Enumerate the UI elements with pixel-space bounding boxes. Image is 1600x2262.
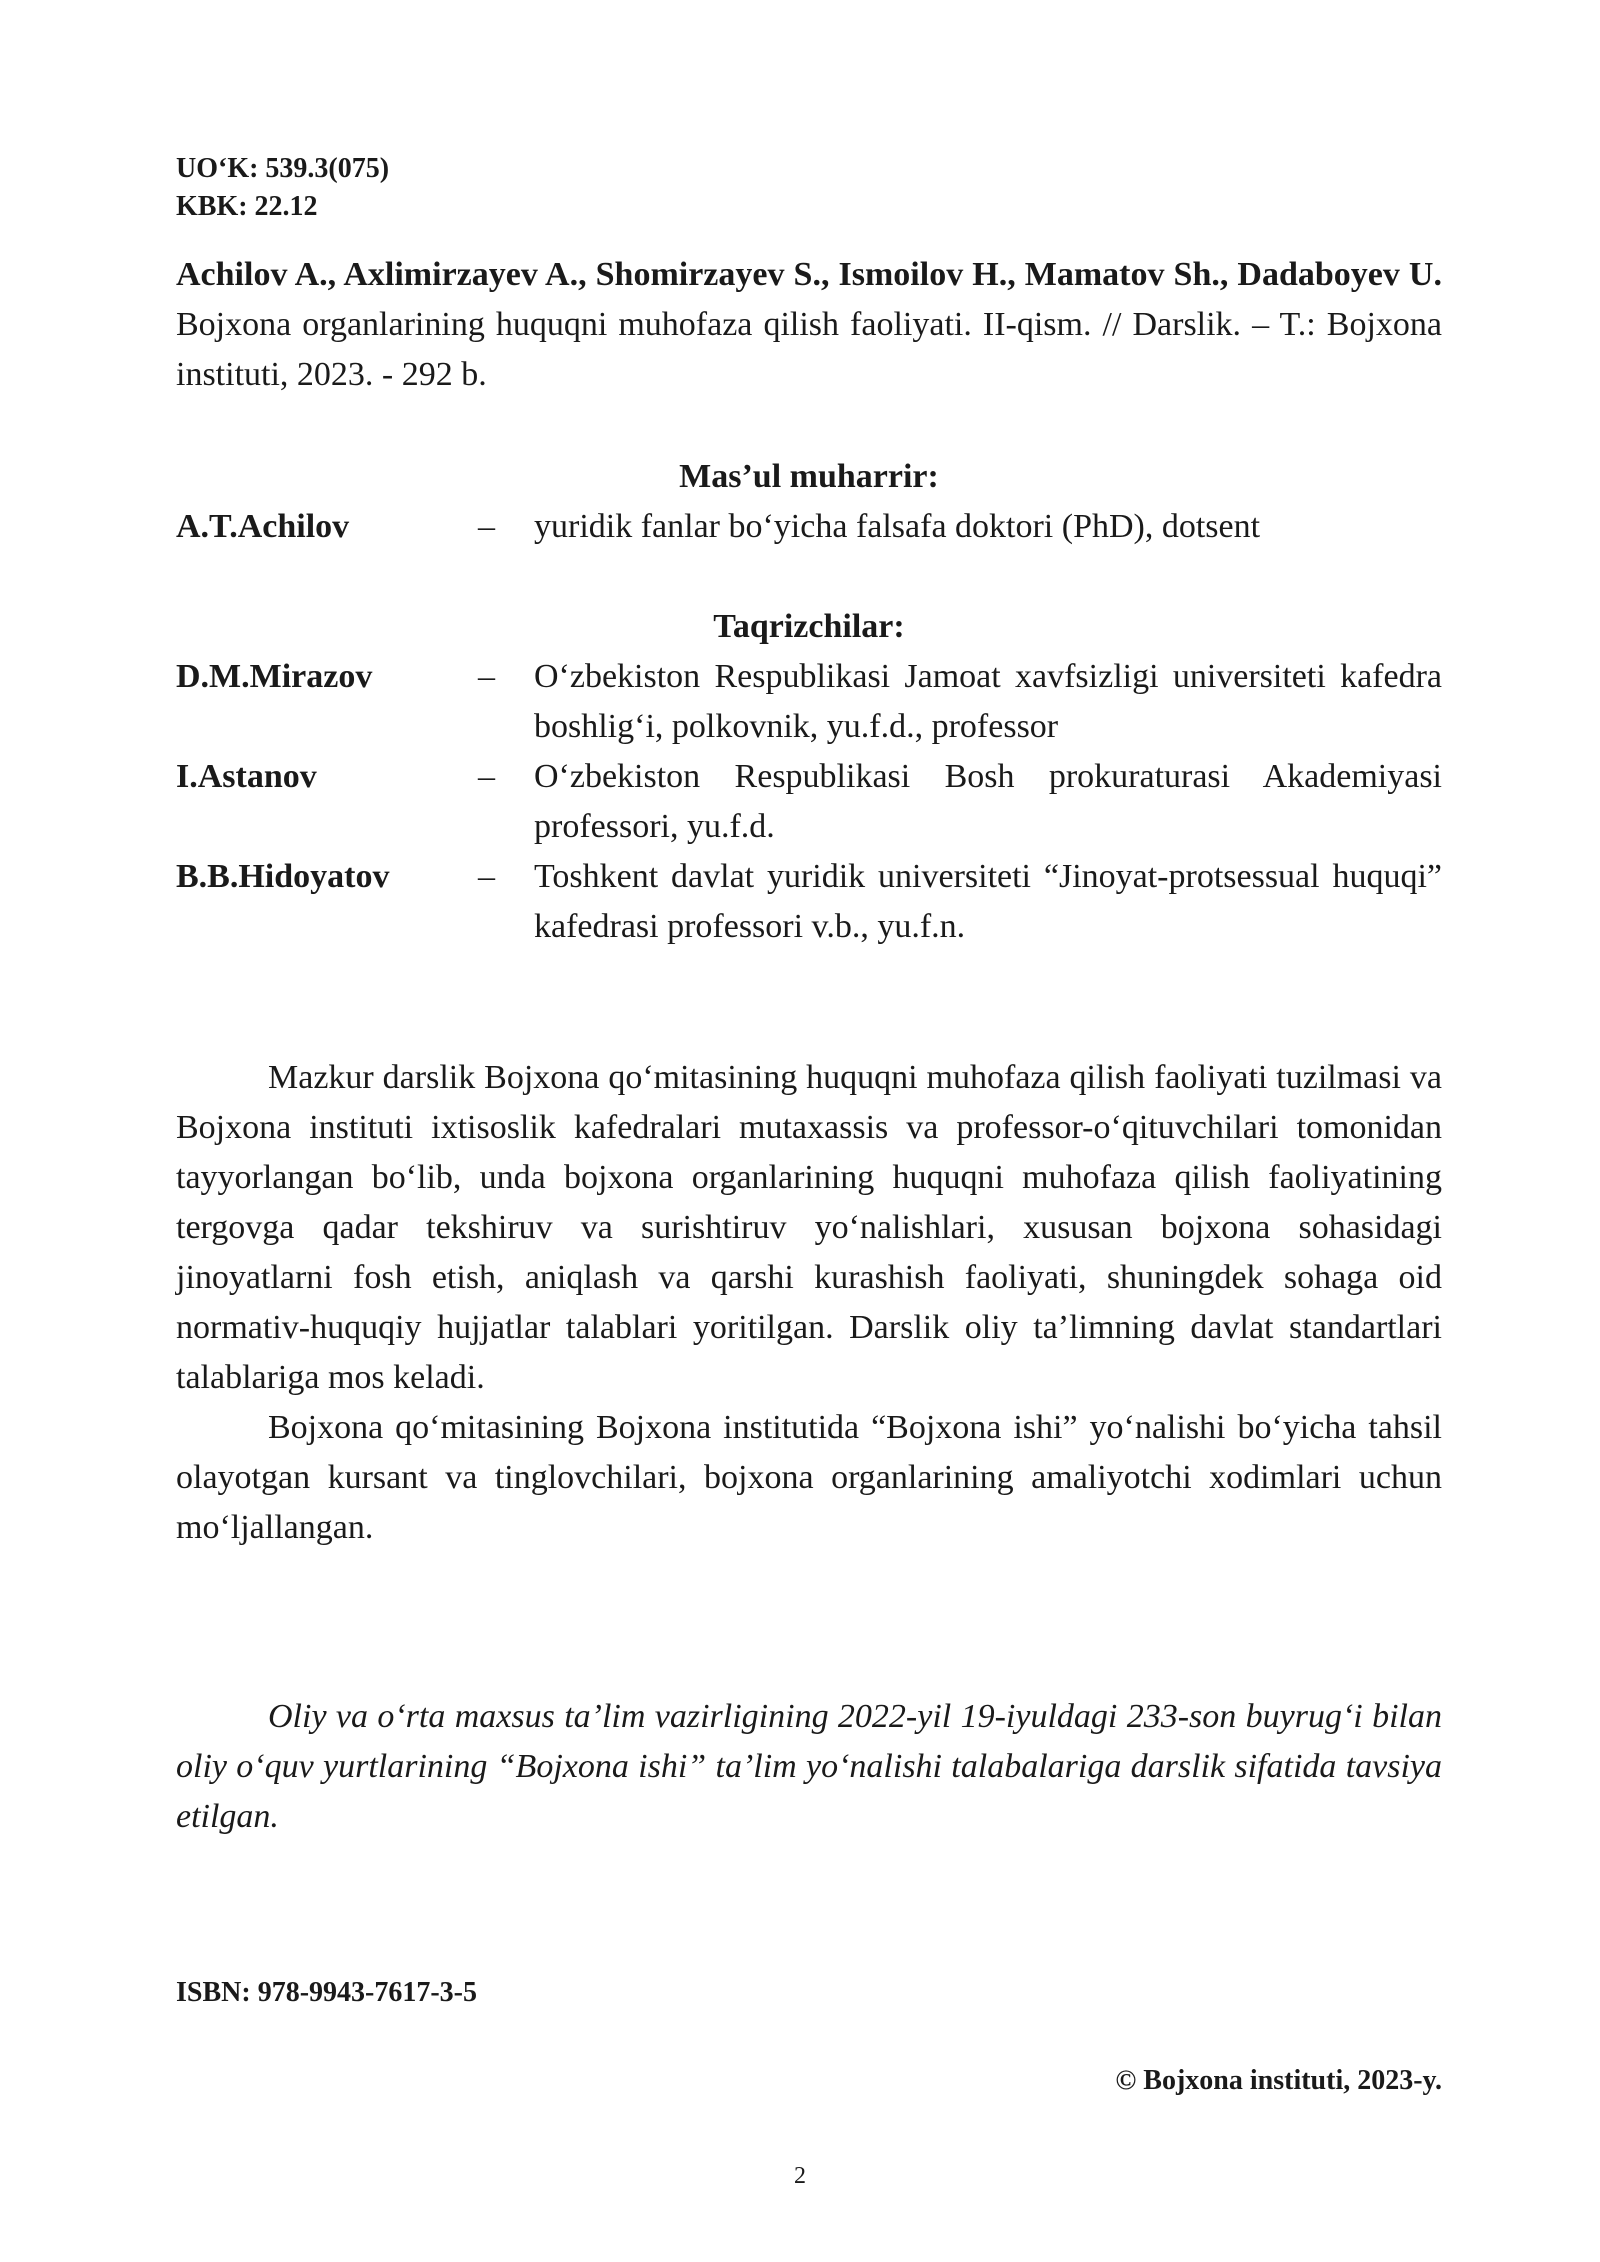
dash: – <box>478 658 495 695</box>
dash: – <box>478 758 495 795</box>
reviewer-description: Toshkent davlat yuridik universiteti “Jinoyat-protsessual huquqi” kafedrasi professori v.b., yu.f.n. <box>534 858 1442 945</box>
annotation-text <box>176 1053 1442 1553</box>
page-number: 2 <box>794 2163 806 2189</box>
reviewers-heading: Taqrizchilar: <box>713 608 905 645</box>
classification-codes <box>176 150 1442 226</box>
annotation-paragraph: Mazkur darslik Bojxona qo‘mitasining huquqni muhofaza qilish faoliyati tuzilmasi va Bojxona instituti ixtisoslik kafedralari mutaxassis va professor-o‘qituvchilari tomonidan tayyorlangan bo‘lib, unda bojxona organlarining huquqni muhofaza qilish faoliyatining tergovga qadar tekshiruv va surishtiruv yo‘nalishlari, xususan bojxona sohasidagi jinoyatlarni fosh etish, aniqlash va qarshi kurashish faoliyati, shuningdek sohaga oid normativ-huquqiy hujjatlar talablari yoritilgan. Darslik oliy ta’limning davlat standartlari talablariga mos keladi. <box>176 1059 1442 1396</box>
editor-heading: Mas’ul muharrir: <box>679 458 939 495</box>
editor-description: yuridik fanlar bo‘yicha falsafa doktori (PhD), dotsent <box>534 508 1261 545</box>
reviewer-name: B.B.Hidoyatov <box>176 858 390 895</box>
annotation-paragraph: Bojxona qo‘mitasining Bojxona institutida “Bojxona ishi” yo‘nalishi bo‘yicha tahsil olayotgan kursant va tinglovchilari, bojxona organlarining amaliyotchi xodimlari uchun mo‘ljallangan. <box>176 1409 1442 1546</box>
reviewer-name: D.M.Mirazov <box>176 658 373 695</box>
book-description: Bojxona organlarining huquqni muhofaza qilish faoliyati. II-qism. // Darslik. – T.: Bojxona instituti, 2023. - 292 b. <box>176 306 1442 393</box>
ministry-recommendation <box>176 1692 1442 1842</box>
dash: – <box>478 858 495 895</box>
authors: Achilov A., Axlimirzayev A., Shomirzayev S., Ismoilov H., Mamatov Sh., Dadaboyev U. <box>176 256 1442 293</box>
editor-name: A.T.Achilov <box>176 508 350 545</box>
isbn: ISBN: 978-9943-7617-3-5 <box>176 1977 477 2008</box>
udc-code: UO‘K: 539.3(075) <box>176 153 390 184</box>
copyright: © Bojxona instituti, 2023-y. <box>1115 2065 1442 2096</box>
recommendation-text: Oliy va o‘rta maxsus ta’lim vazirligining 2022-yil 19-iyuldagi 233-son buyrug‘i bilan oliy o‘quv yurtlarining “Bojxona ishi” ta’lim yo‘nalishi talabalariga darslik sifatida tavsiya etilgan. <box>176 1698 1442 1835</box>
reviewer-name: I.Astanov <box>176 758 317 795</box>
reviewer-description: O‘zbekiston Respublikasi Bosh prokuraturasi Akademiyasi professori, yu.f.d. <box>534 758 1442 845</box>
bibliographic-reference <box>176 250 1442 400</box>
reviewer-description: O‘zbekiston Respublikasi Jamoat xavfsizligi universiteti kafedra boshlig‘i, polkovnik, yu.f.d., professor <box>534 658 1442 745</box>
dash: – <box>478 508 495 545</box>
lbc-code: KBK: 22.12 <box>176 191 318 222</box>
